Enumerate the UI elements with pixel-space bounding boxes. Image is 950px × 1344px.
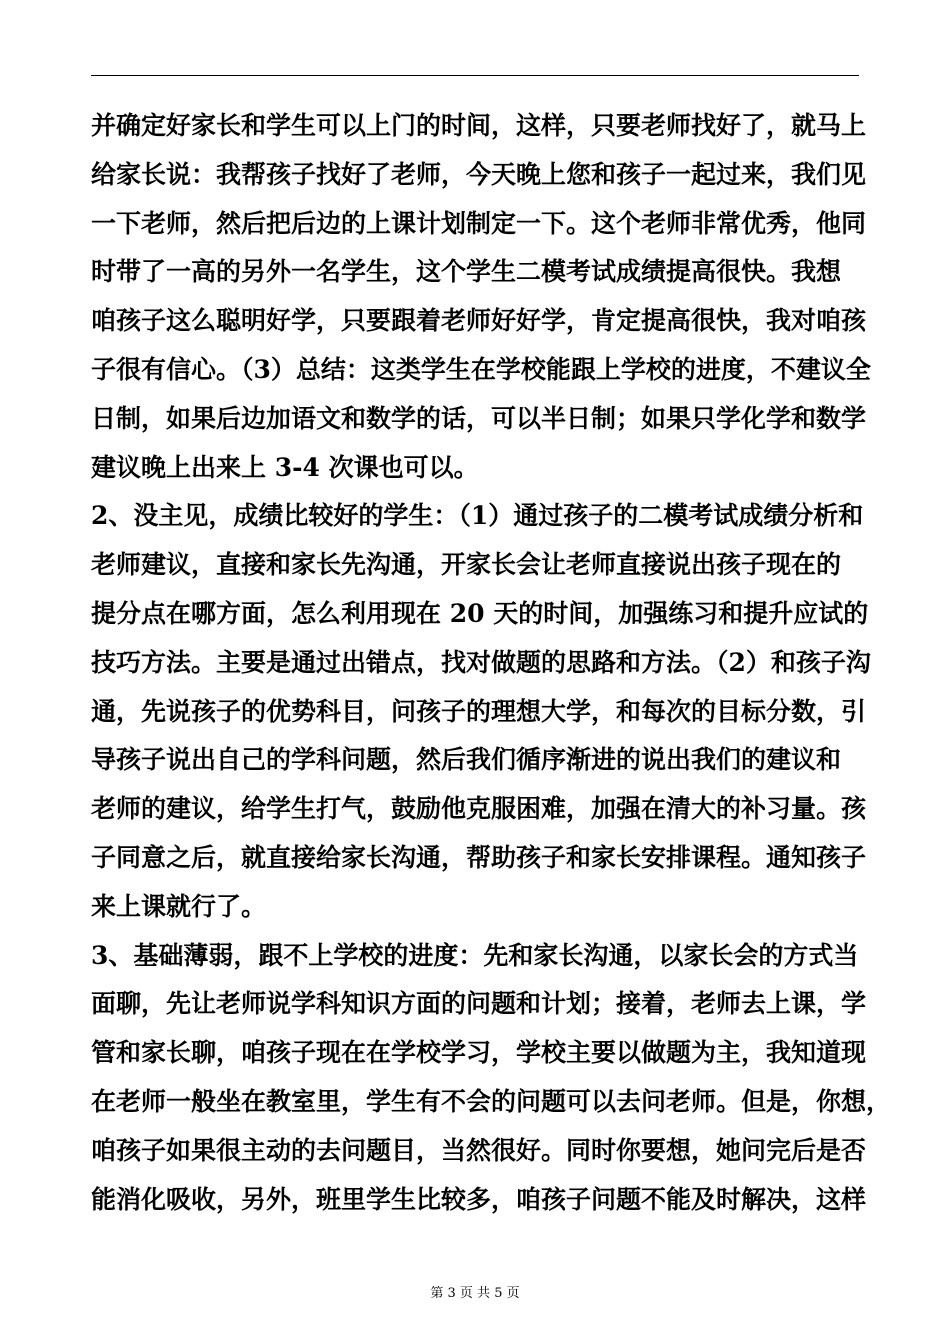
- body-line: 技巧方法。主要是通过出错点，找对做题的思路和方法。（2）和孩子沟: [91, 647, 871, 677]
- body-line: 导孩子说出自己的学科问题，然后我们循序渐进的说出我们的建议和: [91, 745, 842, 775]
- body-line: 管和家长聊，咱孩子现在在学校学习，学校主要以做题为主，我知道现: [91, 1038, 867, 1068]
- body-line: 提分点在哪方面，怎么利用现在 20 天的时间，加强练习和提升应试的: [91, 598, 869, 628]
- header-rule: [91, 75, 859, 76]
- body-line: 一下老师，然后把后边的上课计划制定一下。这个老师非常优秀，他同: [91, 208, 867, 238]
- body-line: 能消化吸收，另外，班里学生比较多，咱孩子问题不能及时解决，这样: [91, 1184, 867, 1214]
- page-number: 第 3 页 共 5 页: [430, 1286, 520, 1301]
- body-line: 时带了一高的另外一名学生，这个学生二模考试成绩提高很快。我想: [91, 257, 842, 287]
- body-line: 老师建议，直接和家长先沟通，开家长会让老师直接说出孩子现在的: [91, 550, 842, 580]
- body-line: 老师的建议，给学生打气，鼓励他克服困难，加强在清大的补习量。孩: [91, 794, 867, 824]
- document-body: [91, 102, 892, 1224]
- body-line: 子很有信心。（3）总结：这类学生在学校能跟上学校的进度，不建议全: [91, 354, 871, 384]
- body-line: 子同意之后，就直接给家长沟通，帮助孩子和家长安排课程。通知孩子: [91, 842, 867, 872]
- body-line: 3、基础薄弱，跟不上学校的进度：先和家长沟通，以家长会的方式当: [91, 940, 859, 970]
- body-line: 在老师一般坐在教室里，学生有不会的问题可以去问老师。但是，你想，: [91, 1086, 892, 1116]
- body-line: 咱孩子如果很主动的去问题目，当然很好。同时你要想，她问完后是否: [91, 1135, 867, 1165]
- body-line: 咱孩子这么聪明好学，只要跟着老师好好学，肯定提高很快，我对咱孩: [91, 306, 867, 336]
- body-line: 2、没主见，成绩比较好的学生：（1）通过孩子的二模考试成绩分析和: [91, 501, 864, 531]
- body-line: 建议晚上出来上 3-4 次课也可以。: [91, 452, 479, 482]
- body-line: 来上课就行了。: [91, 891, 267, 921]
- body-line: 日制，如果后边加语文和数学的话，可以半日制；如果只学化学和数学: [91, 403, 867, 433]
- body-line: 面聊，先让老师说学科知识方面的问题和计划；接着，老师去上课，学: [91, 989, 867, 1019]
- body-line: 通，先说孩子的优势科目，问孩子的理想大学，和每次的目标分数，引: [91, 696, 867, 726]
- body-line: 并确定好家长和学生可以上门的时间，这样，只要老师找好了，就马上: [91, 111, 867, 140]
- body-line: 给家长说：我帮孩子找好了老师，今天晚上您和孩子一起过来，我们见: [91, 159, 867, 189]
